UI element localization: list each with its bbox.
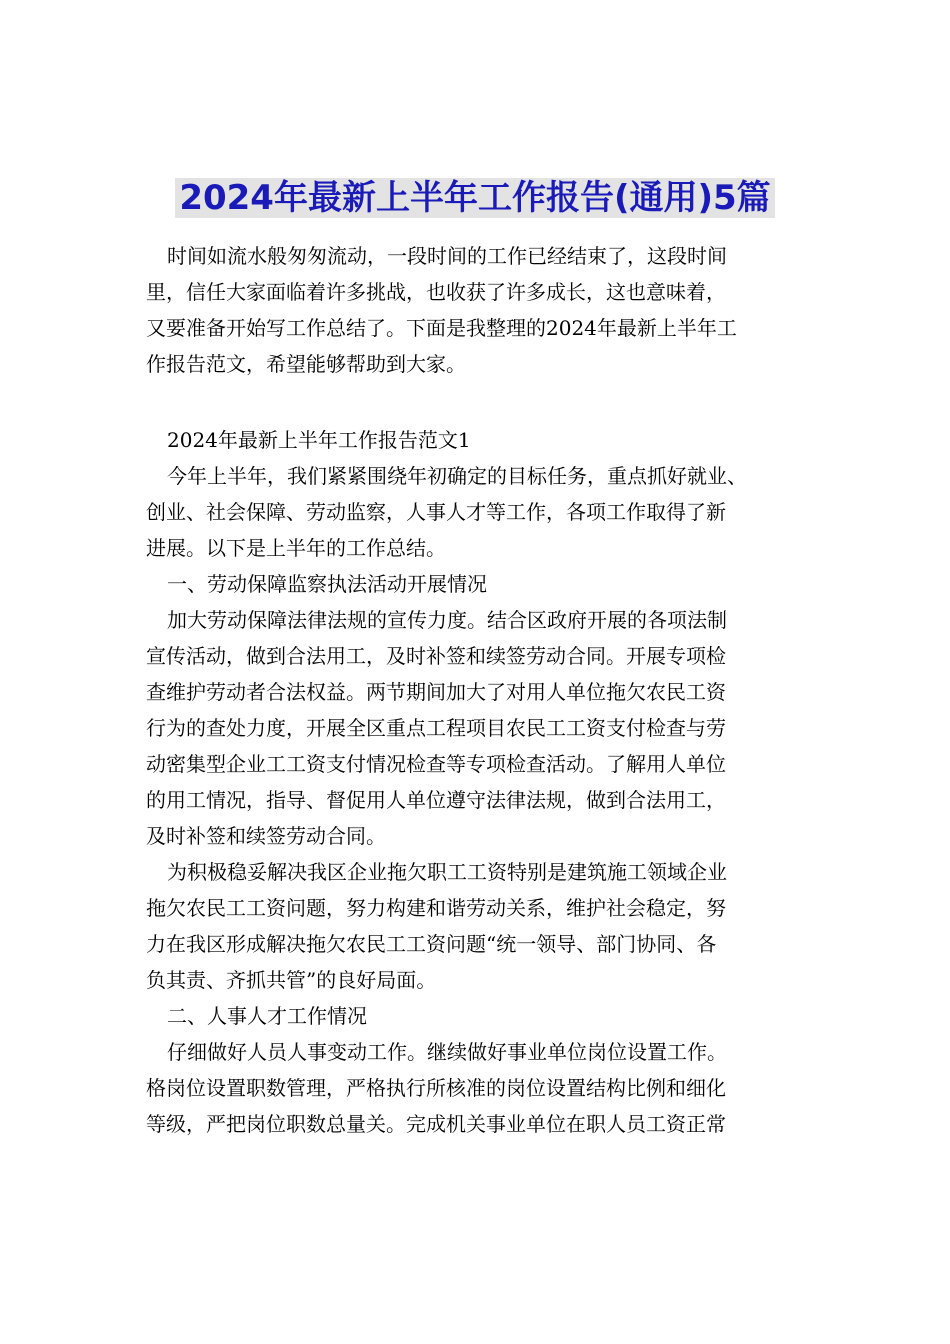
spacer: [146, 382, 818, 422]
paragraph-1: [146, 458, 818, 566]
para2-line-2: 宣传活动，做到合法用工，及时补签和续签劳动合同。开展专项检: [146, 644, 726, 668]
para2-line-3: 查维护劳动者合法权益。两节期间加大了对用人单位拖欠农民工资: [146, 680, 726, 704]
intro-line-4: 作报告范文，希望能够帮助到大家。: [146, 352, 466, 376]
document-body: [146, 238, 818, 1142]
para1-line-3: 进展。以下是上半年的工作总结。: [146, 536, 446, 560]
heading-2: 二、人事人才工作情况: [167, 1004, 367, 1028]
para4-line-2: 格岗位设置职数管理，严格执行所核准的岗位设置结构比例和细化: [146, 1076, 726, 1100]
para3-line-4: 负其责、齐抓共管”的良好局面。: [146, 968, 437, 992]
para4-line-3: 等级，严把岗位职数总量关。完成机关事业单位在职人员工资正常: [146, 1112, 726, 1136]
para2-line-7: 及时补签和续签劳动合同。: [146, 824, 386, 848]
document-title-text: 2024年最新上半年工作报告(通用)5篇: [175, 178, 774, 218]
para3-line-3: 力在我区形成解决拖欠农民工工资问题“统一领导、部门协同、各: [146, 932, 717, 956]
para3-line-1: 为积极稳妥解决我区企业拖欠职工工资特别是建筑施工领域企业: [167, 860, 727, 884]
para2-line-5: 动密集型企业工工资支付情况检查等专项检查活动。了解用人单位: [146, 752, 726, 776]
heading-1: 一、劳动保障监察执法活动开展情况: [167, 572, 487, 596]
para1-line-1: 今年上半年，我们紧紧围绕年初确定的目标任务，重点抓好就业、: [167, 464, 747, 488]
section1-title: 2024年最新上半年工作报告范文1: [167, 428, 471, 452]
intro-line-2: 里，信任大家面临着许多挑战，也收获了许多成长，这也意味着，: [146, 280, 726, 304]
intro-line-3: 又要准备开始写工作总结了。下面是我整理的2024年最新上半年工: [146, 316, 737, 340]
paragraph-2: [146, 602, 818, 854]
paragraph-4: [146, 1034, 818, 1142]
para2-line-6: 的用工情况，指导、督促用人单位遵守法律法规，做到合法用工，: [146, 788, 726, 812]
document-title: [0, 174, 950, 222]
para1-line-2: 创业、社会保障、劳动监察，人事人才等工作，各项工作取得了新: [146, 500, 726, 524]
para4-line-1: 仔细做好人员人事变动工作。继续做好事业单位岗位设置工作。: [167, 1040, 727, 1064]
para3-line-2: 拖欠农民工工资问题，努力构建和谐劳动关系，维护社会稳定，努: [146, 896, 726, 920]
para2-line-1: 加大劳动保障法律法规的宣传力度。结合区政府开展的各项法制: [167, 608, 727, 632]
paragraph-3: [146, 854, 818, 998]
para2-line-4: 行为的查处力度，开展全区重点工程项目农民工工资支付检查与劳: [146, 716, 726, 740]
intro-paragraph: [146, 238, 818, 382]
intro-line-1: 时间如流水般匆匆流动，一段时间的工作已经结束了，这段时间: [167, 244, 727, 268]
